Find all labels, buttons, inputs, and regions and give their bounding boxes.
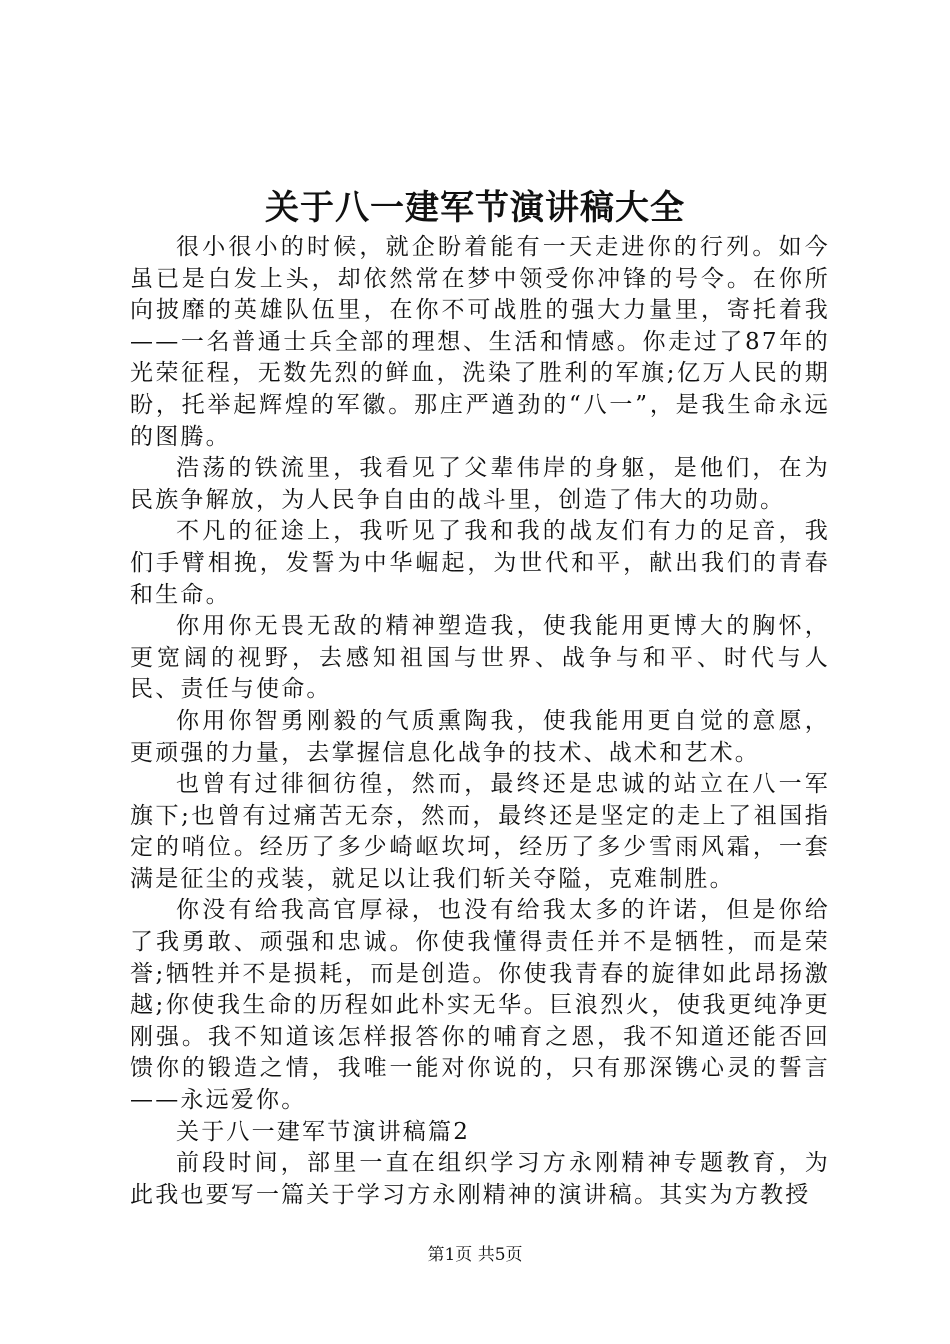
paragraph: 你用你无畏无敌的精神塑造我，使我能用更博大的胸怀，更宽阔的视野，去感知祖国与世界、战争与和平、时代与人民、责任与使命。 bbox=[130, 613, 830, 703]
paragraph: 浩荡的铁流里，我看见了父辈伟岸的身躯，是他们，在为民族争解放，为人民争自由的战斗里，创造了伟大的功勋。 bbox=[130, 455, 830, 513]
paragraph: 也曾有过徘徊彷徨，然而，最终还是忠诚的站立在八一军旗下;也曾有过痛苦无奈，然而，最终还是坚定的走上了祖国指定的哨位。经历了多少崎岖坎坷，经历了多少雪雨风霜，一套满是征尘的戎装，就足以让我们斩关夺隘，克难制胜。 bbox=[130, 771, 830, 892]
paragraph: 你用你智勇刚毅的气质熏陶我，使我能用更自觉的意愿，更顽强的力量，去掌握信息化战争的技术、战术和艺术。 bbox=[130, 707, 830, 766]
paragraph: 你没有给我高官厚禄，也没有给我太多的许诺，但是你给了我勇敢、顽强和忠诚。你使我懂得责任并不是牺牲，而是荣誉;牺牲并不是损耗，而是创造。你使我青春的旋律如此昂扬激越;你使我生命的历程如此朴实无华。巨浪烈火，使我更纯净更刚强。我不知道该怎样报答你的哺育之恩，我不知道还能否回馈你的锻造之情，我唯一能对你说的，只有那深镌心灵的誓言——永远爱你。 bbox=[130, 897, 830, 1114]
document-title: 关于八一建军节演讲稿大全 bbox=[265, 188, 685, 228]
section-heading: 关于八一建军节演讲稿篇2 bbox=[176, 1118, 471, 1145]
document-body bbox=[130, 232, 830, 1211]
paragraph: 很小很小的时候，就企盼着能有一天走进你的行列。如今虽已是白发上头，却依然常在梦中领受你冲锋的号令。在你所向披靡的英雄队伍里，在你不可战胜的强大力量里，寄托着我——一名普通士兵全部的理想、生活和情感。你走过了87年的光荣征程，无数先烈的鲜血，洗染了胜利的军旗;亿万人民的期盼，托举起辉煌的军徽。那庄严遒劲的“八一”，是我生命永远的图腾。 bbox=[130, 234, 830, 450]
paragraph: 不凡的征途上，我听见了我和我的战友们有力的足音，我们手臂相挽，发誓为中华崛起，为世代和平，献出我们的青春和生命。 bbox=[130, 518, 830, 608]
page-footer: 第1页 共5页 bbox=[427, 1245, 523, 1265]
paragraph: 前段时间，部里一直在组织学习方永刚精神专题教育，为此我也要写一篇关于学习方永刚精神的演讲稿。其实为方教授 bbox=[130, 1150, 830, 1208]
